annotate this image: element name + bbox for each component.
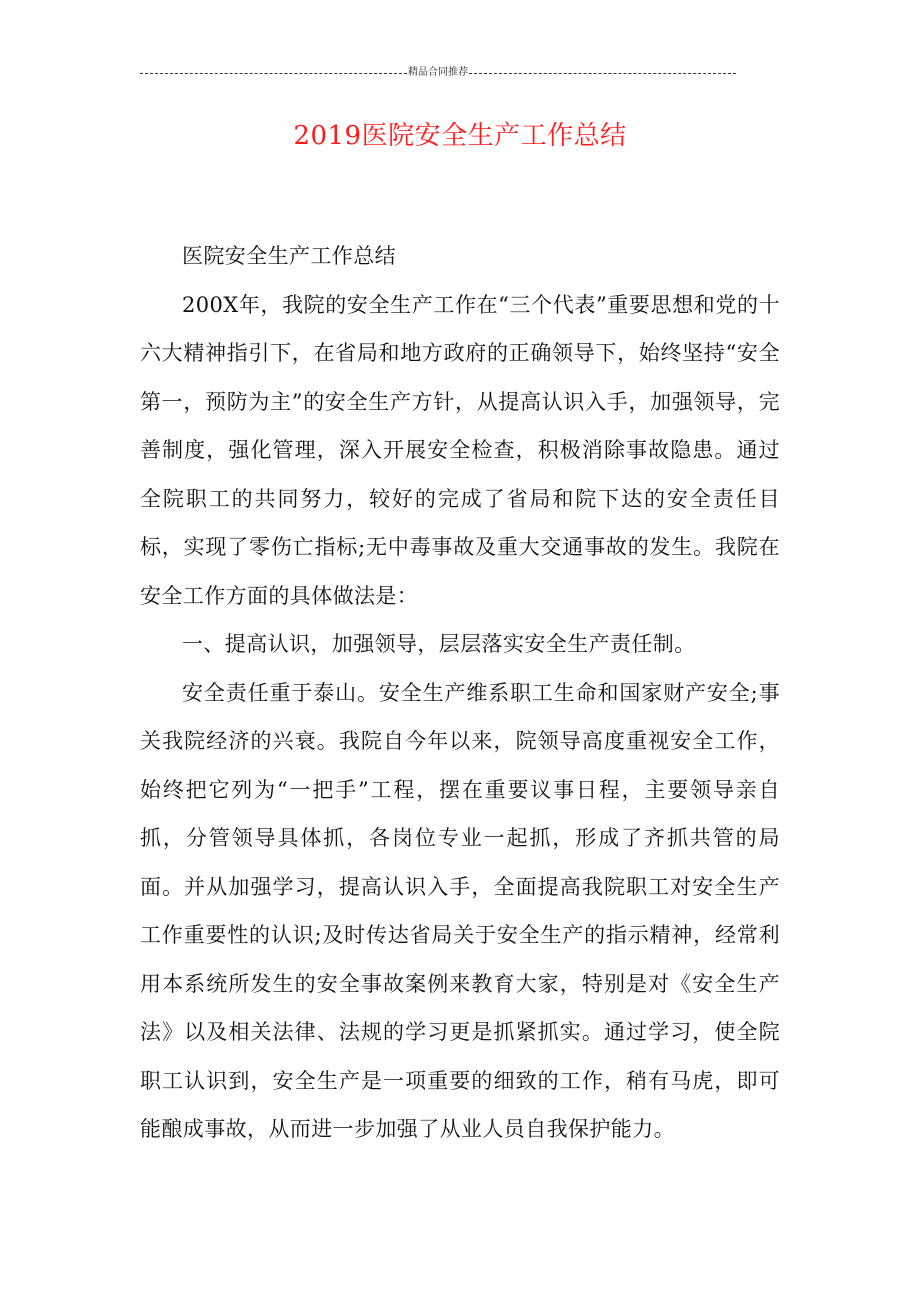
header-dash-right — [469, 73, 736, 74]
header-label: 精品合同推荐 — [408, 67, 468, 78]
paragraph-intro: 200X年，我院的安全生产工作在“三个代表”重要思想和党的十六大精神指引下，在省局和地方政府的正确领导下，始终坚持“安全第一，预防为主”的安全生产方针，从提高认识入手，加强领导，完善制度，强化管理，深入开展安全检查，积极消除事故隐患。通过全院职工的共同努力，较好的完成了省局和院下达的安全责任目标，实现了零伤亡指标;无中毒事故及重大交通事故的发生。我院在安全工作方面的具体做法是： — [140, 292, 780, 608]
paragraph-section-heading: 一、提高认识，加强领导，层层落实安全生产责任制。 — [182, 632, 696, 656]
document-title: 2019医院安全生产工作总结 — [293, 121, 627, 151]
paragraph-section-body: 安全责任重于泰山。安全生产维系职工生命和国家财产安全;事关我院经济的兴衰。我院自今年以来，院领导高度重视安全工作，始终把它列为“一把手”工程，摆在重要议事日程，主要领导亲自抓，分管领导具体抓，各岗位专业一起抓，形成了齐抓共管的局面。并从加强学习，提高认识入手，全面提高我院职工对安全生产工作重要性的认识;及时传达省局关于安全生产的指示精神，经常利用本系统所发生的安全事故案例来教育大家，特别是对《安全生产法》以及相关法律、法规的学习更是抓紧抓实。通过学习，使全院职工认识到，安全生产是一项重要的细致的工作，稍有马虎，即可能酿成事故，从而进一步加强了从业人员自我保护能力。 — [140, 680, 780, 1141]
paragraph-subtitle: 医院安全生产工作总结 — [182, 244, 396, 268]
document-body — [140, 232, 780, 1154]
header-dash-left — [140, 73, 407, 74]
header-rule — [140, 66, 736, 80]
